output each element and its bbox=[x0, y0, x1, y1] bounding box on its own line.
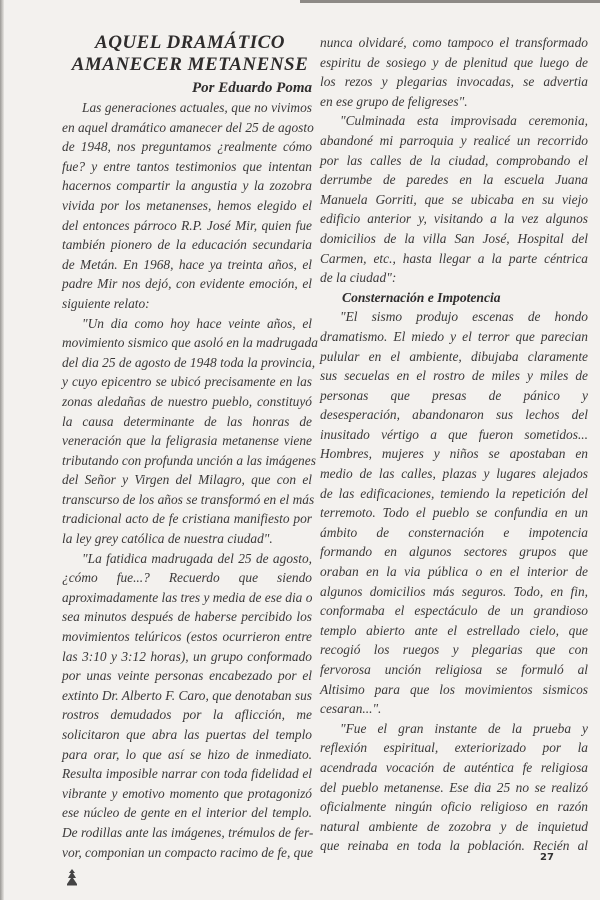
text-line: solicitaron que abra las puertas del templo bbox=[62, 727, 312, 742]
text-line: nunca olvidaré, como tampoco el transformado bbox=[320, 35, 588, 50]
text-line: tradicional acto de fe cristiana manifiesto por bbox=[62, 511, 312, 527]
text-line: hacernos compartir la angustia y la zozobra bbox=[62, 178, 312, 194]
paragraph bbox=[62, 98, 312, 314]
text-line: algunos domicilios más seguros. Todo, en fin, bbox=[320, 583, 588, 599]
text-line: de Metán. En 1968, hace ya treinta años, el bbox=[62, 256, 312, 272]
text-line: tributando con profunda unción a las imágenes bbox=[62, 452, 316, 468]
page-top-edge bbox=[300, 0, 600, 3]
text-line: ¿cómo fue...? Recuerdo que siendo bbox=[62, 570, 312, 586]
text-line: transcurso de los años se transformó en el más bbox=[62, 491, 315, 507]
paragraph bbox=[62, 549, 312, 863]
text-line: del entonces párroco R.P. José Mir, quien fue bbox=[62, 217, 312, 233]
text-line: medio de las calles, plazas y lugares alejados bbox=[320, 466, 588, 482]
text-line: las 3:10 y 3:12 horas), un grupo conformado bbox=[62, 648, 312, 664]
paragraph bbox=[320, 719, 588, 856]
text-line: para orar, lo que así se hizo de inmediato. bbox=[62, 746, 312, 762]
text-line: por las calles de la ciudad, comprobando el bbox=[320, 152, 588, 168]
text-line: que reinaba en toda la población. Recién al bbox=[320, 838, 588, 854]
text-line: ese núcleo de gente en el interior del templo. bbox=[62, 805, 312, 821]
text-line: Hombres, mujeres y niños se apostaban en bbox=[320, 446, 588, 462]
section-heading: Consternación e Impotencia bbox=[342, 289, 501, 305]
text-line: y cuyo epicentro se ubicó precisamente en las bbox=[62, 374, 312, 390]
text-line: los rezos y plegarias invocadas, se advertia bbox=[320, 74, 588, 90]
text-line: del pueblo metanense. Ese dia 25 no se realizó bbox=[320, 779, 588, 795]
article-title-line-2: AMANECER METANENSE bbox=[71, 54, 309, 75]
text-line: movimiento sismico que asoló en la madrugada bbox=[62, 335, 318, 351]
right-column bbox=[320, 33, 588, 856]
text-line: Altisimo para que los movimientos sismicos bbox=[320, 681, 588, 697]
text-line: natural ambiente de zozobra y de inquietud bbox=[320, 818, 588, 834]
text-line: personas que presas de pánico y bbox=[320, 387, 588, 403]
page-number: 27 bbox=[540, 852, 554, 863]
text-line: "El sismo produjo escenas de hondo bbox=[340, 309, 588, 325]
text-line: padre Mir nos dejó, con evidente emoción, el bbox=[62, 276, 312, 292]
page-edge-shadow bbox=[0, 0, 4, 900]
text-line: reflexión espiritual, exteriorizado por la bbox=[320, 740, 588, 756]
text-line: abandoné mi parroquia y realicé un recorrido bbox=[320, 132, 588, 148]
text-line: de la ciudad": bbox=[320, 270, 397, 286]
text-line: dramatismo. El miedo y el terror que parecian bbox=[320, 328, 588, 344]
left-column bbox=[62, 32, 318, 862]
text-line: extinto Dr. Alberto F. Caro, que denotaban sus bbox=[62, 687, 312, 703]
text-line: edificio anterior y, visitando a la vez algunos bbox=[320, 211, 588, 227]
text-line: "La fatidica madrugada del 25 de agosto, bbox=[82, 550, 312, 566]
text-line: formando en algunos sectores grupos que bbox=[320, 544, 588, 560]
text-line: vor, componian un compacto racimo de fe, que bbox=[62, 844, 314, 860]
publication-emblem-icon bbox=[64, 868, 80, 886]
text-line: del Señor y Virgen del Milagro, que con el bbox=[62, 472, 312, 488]
text-line: desesperación, abandonaron sus lechos del bbox=[320, 407, 588, 423]
text-line: vivida por los metanenses, hemos elegido el bbox=[62, 197, 312, 213]
text-line: "Un dia como hoy hace veinte años, el bbox=[82, 315, 312, 331]
text-line: Resulta imposible narrar con toda fidelidad el bbox=[62, 766, 312, 782]
text-line: también pionero de la educación secundaria bbox=[62, 237, 312, 253]
text-line: siguiente relato: bbox=[62, 295, 150, 311]
article-title-line-1: AQUEL DRAMÁTICO bbox=[95, 32, 285, 53]
text-line: oraban en la via pública o en el interior de bbox=[320, 564, 588, 580]
text-line: inusitado vértigo a que fueron sometidos... bbox=[320, 426, 588, 442]
text-line: fue? y entre tantos testimonios que intentan bbox=[62, 158, 312, 174]
text-line: pulular en el ambiente, dibujaba claramente bbox=[320, 348, 588, 364]
text-line: domicilios de la villa San José, Hospital del bbox=[320, 230, 588, 246]
text-line: derrumbe de paredes en la escuela Juana bbox=[320, 172, 588, 188]
text-line: templo abierto ante el estrellado cielo, que bbox=[320, 622, 588, 638]
text-line: rostros demudados por la aflicción, me bbox=[62, 707, 312, 723]
text-line: fervorosa unción religiosa se formuló al bbox=[320, 662, 588, 677]
paragraph bbox=[320, 33, 588, 111]
text-line: por unas veinte personas encabezado por el bbox=[62, 668, 312, 684]
text-line: sus secuelas en el rostro de miles y miles de bbox=[320, 368, 588, 384]
text-line: acendrada vocación de auténtica fe religiosa bbox=[320, 759, 588, 775]
text-line: Carmen, etc., hasta llegar a la parte céntrica bbox=[320, 250, 588, 266]
paragraph bbox=[320, 111, 588, 287]
text-line: la causa determinante de las honras de bbox=[62, 413, 312, 429]
article-author: Por Eduardo Poma bbox=[191, 80, 312, 96]
text-line: Las generaciones actuales, que no vivimos bbox=[82, 100, 312, 115]
text-line: de las edificaciones, temiendo la repetición del bbox=[320, 485, 588, 501]
text-line: sea minutos después de haberse percibido los bbox=[62, 609, 312, 625]
text-line: movimientos telúricos (estos ocurrieron entre bbox=[62, 629, 312, 645]
paragraph bbox=[320, 307, 588, 718]
text-line: del dia 25 de agosto de 1948 toda la provincia, bbox=[62, 354, 316, 370]
text-line: "Fue el gran instante de la prueba y bbox=[340, 720, 588, 736]
text-line: ámbito de consternación e impotencia bbox=[320, 524, 588, 540]
right-column-body bbox=[320, 33, 588, 856]
text-line: Manuela Gorriti, que se ubicaba en su viejo bbox=[320, 191, 588, 207]
text-line: vibrante y emotivo momento que protagonizó bbox=[62, 785, 312, 801]
text-line: zonas aledañas de nuestro pueblo, constituyó bbox=[62, 393, 312, 409]
text-line: cesaran...". bbox=[320, 701, 382, 717]
text-line: terremoto. Todo el pueblo se confundia en un bbox=[320, 505, 588, 521]
text-line: oficialmente ningún oficio religioso en razón bbox=[320, 799, 588, 815]
text-line: la ley grey católica de nuestra ciudad". bbox=[62, 531, 273, 547]
text-line: espiritu de sosiego y de plenitud que luego de bbox=[320, 54, 588, 70]
text-line: veneración que la feligrasia metanense viene bbox=[62, 433, 312, 449]
text-line: De rodillas ante las imágenes, trémulos de fer- bbox=[62, 824, 314, 840]
text-line: en ese grupo de feligreses". bbox=[320, 93, 468, 109]
text-line: "Culminada esta improvisada ceremonia, bbox=[340, 113, 588, 129]
text-line: aproximadamente las tres y media de ese dia o bbox=[62, 589, 313, 605]
paragraph bbox=[62, 314, 318, 549]
text-line: conformaba el espectáculo de un grandioso bbox=[320, 603, 588, 619]
text-line: recogió los ruegos y plegarias que con bbox=[320, 642, 588, 658]
left-column-body bbox=[62, 98, 318, 862]
text-line: de 1948, nos preguntamos ¿realmente cómo bbox=[62, 139, 312, 155]
text-line: en aquel dramático amanecer del 25 de agosto bbox=[62, 119, 314, 135]
